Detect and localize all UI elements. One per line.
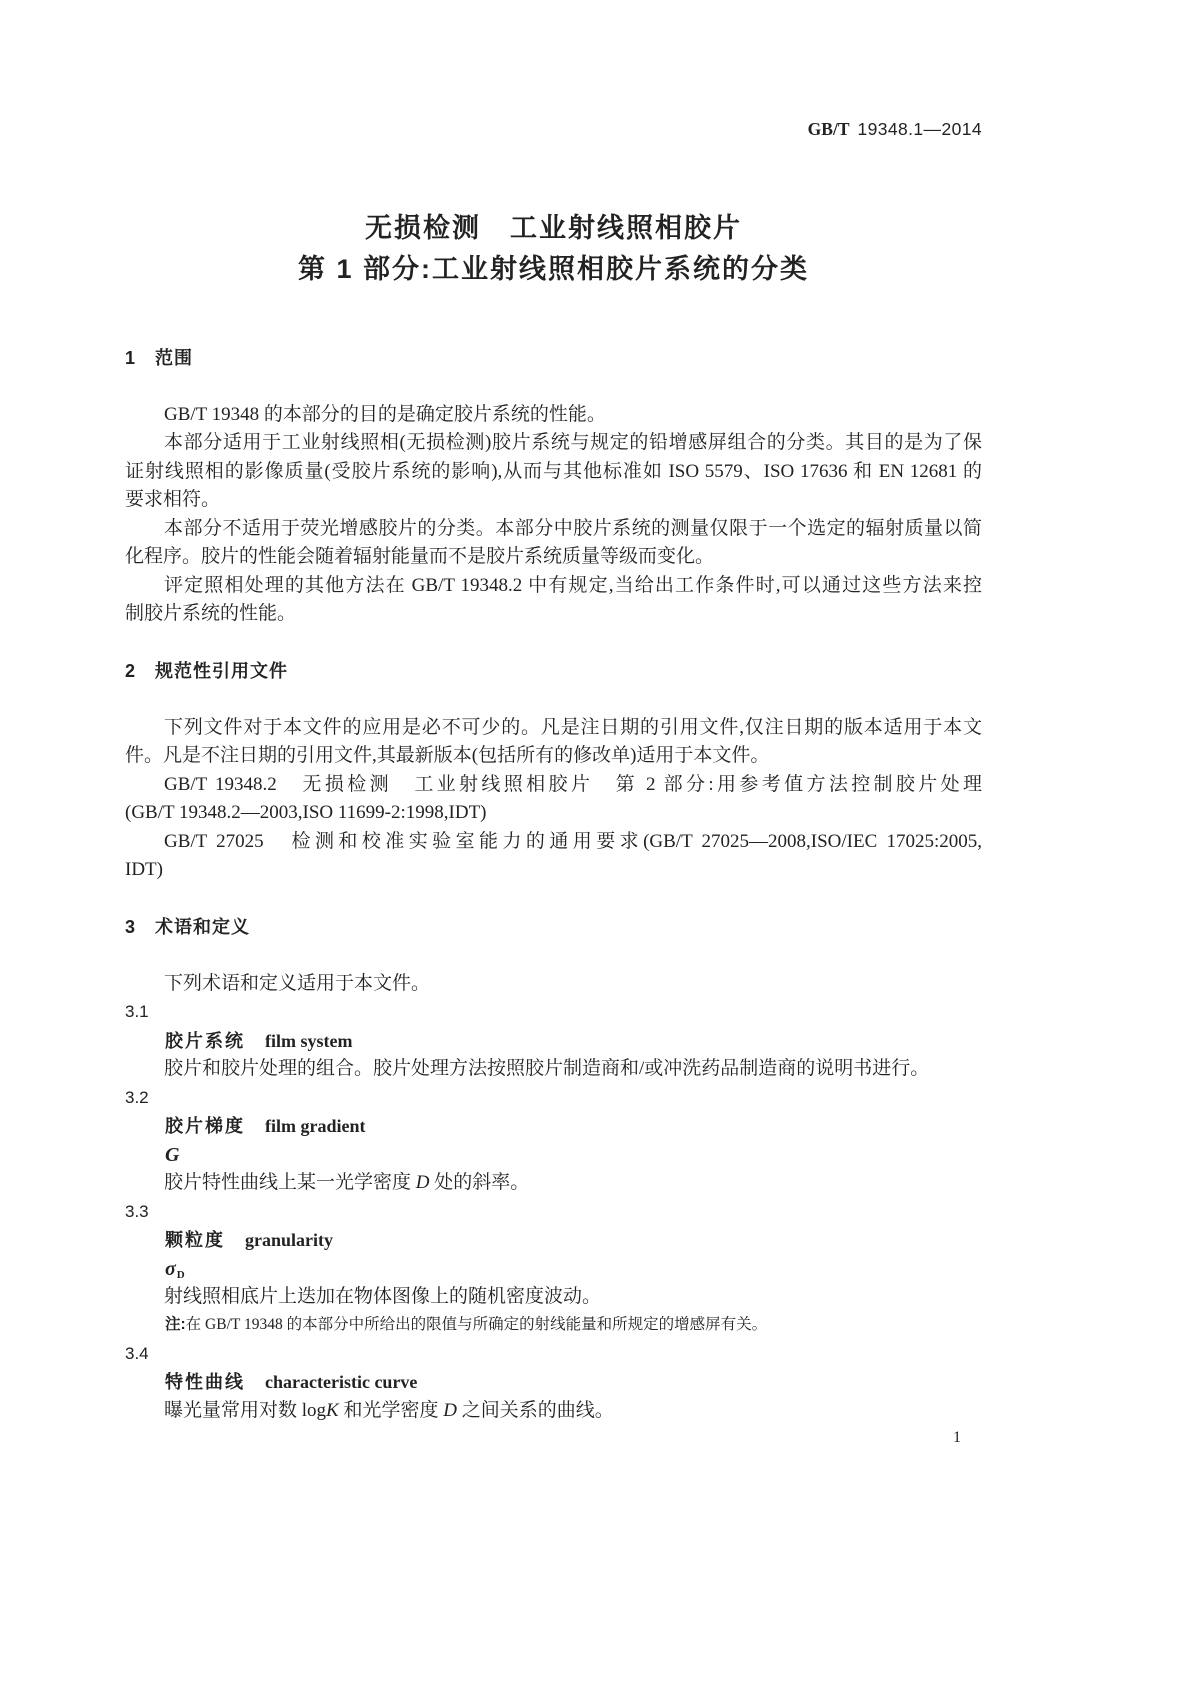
reference-entry	[125, 771, 982, 828]
section-number: 3	[125, 917, 136, 938]
paragraph-line: 化程序。胶片的性能会随着辐射能量而不是胶片系统质量等级而变化。	[125, 546, 715, 568]
paragraph-line: 证射线照相的影像质量(受胶片系统的影响),从而与其他标准如 ISO 5579、ISO 17636 和 EN 12681 的	[125, 460, 982, 482]
paragraph	[125, 515, 982, 572]
reference-line: IDT)	[125, 859, 163, 881]
section-heading-scope	[125, 344, 982, 372]
term-name-en: characteristic curve	[265, 1372, 418, 1393]
paragraph-line: GB/T 19348 的本部分的目的是确定胶片系统的性能。	[164, 403, 606, 425]
paragraph-line: 本部分不适用于荧光增感胶片的分类。本部分中胶片系统的测量仅限于一个选定的辐射质量以简	[164, 517, 982, 539]
note-label: 注:	[165, 1316, 186, 1334]
reference-line: (GB/T 19348.2—2003,ISO 11699-2:1998,IDT)	[125, 802, 487, 824]
term-definition: 胶片和胶片处理的组合。胶片处理方法按照胶片制造商和/或冲洗药品制造商的说明书进行。	[164, 1058, 930, 1080]
paragraph-line: 制胶片系统的性能。	[125, 603, 297, 625]
term-symbol: G	[165, 1143, 180, 1166]
note-text: 在 GB/T 19348 的本部分中所给出的限值与所确定的射线能量和所规定的增感屏有关。	[185, 1316, 768, 1334]
document-code-prefix: GB/T	[807, 119, 850, 139]
title-line-main: 无损检测 工业射线照相胶片	[365, 213, 742, 243]
term-number: 3.2	[125, 1087, 149, 1107]
reference-line: GB/T 19348.2 无损检测 工业射线照相胶片 第 2 部分:用参考值方法控制胶片处理	[164, 773, 982, 795]
page-number: 1	[953, 1429, 961, 1446]
section-title: 术语和定义	[155, 917, 250, 938]
definition-text: 处的斜率。	[429, 1172, 530, 1194]
document-code-number: 19348.1—2014	[857, 119, 982, 139]
document-body	[125, 344, 982, 1425]
section-heading-references	[125, 657, 982, 685]
reference-entry	[125, 828, 982, 885]
term-definition	[125, 1169, 982, 1197]
section-scope	[125, 344, 982, 629]
term-name-en: film system	[265, 1030, 353, 1051]
term-entry	[125, 1340, 982, 1425]
section-title: 范围	[155, 348, 193, 368]
term-entry	[125, 1198, 982, 1340]
paragraph	[125, 572, 982, 629]
term-name-zh: 特性曲线	[165, 1372, 245, 1393]
term-entry	[125, 1084, 982, 1198]
term-entry	[125, 998, 982, 1083]
definition-variable: D	[443, 1399, 457, 1421]
definition-text: 曝光量常用对数 log	[164, 1399, 327, 1421]
term-note	[125, 1311, 982, 1339]
term-name	[125, 1226, 982, 1254]
definition-variable: D	[415, 1172, 430, 1194]
section-normative-references	[125, 657, 982, 885]
definition-text: 胶片特性曲线上某一光学密度	[164, 1172, 416, 1194]
symbol-subscript: D	[176, 1268, 185, 1281]
reference-line: GB/T 27025 检测和校准实验室能力的通用要求(GB/T 27025—2008,ISO/IEC 17025:2005,	[164, 830, 982, 852]
paragraph	[125, 714, 982, 771]
section-title: 规范性引用文件	[155, 660, 288, 681]
section-number: 1	[125, 348, 136, 368]
section-heading-terms	[125, 913, 982, 941]
term-number: 3.1	[125, 1002, 149, 1022]
term-name-en: granularity	[245, 1230, 333, 1251]
document-title	[125, 208, 982, 290]
paragraph-line: 件。凡是不注日期的引用文件,其最新版本(包括所有的修改单)适用于本文件。	[125, 745, 770, 767]
title-line-part: 第 1 部分:工业射线照相胶片系统的分类	[297, 254, 809, 284]
section-number: 2	[125, 660, 136, 681]
term-name-zh: 胶片梯度	[165, 1116, 245, 1137]
section-terms-definitions	[125, 913, 982, 1425]
term-name	[125, 1368, 982, 1396]
term-definition: 射线照相底片上迭加在物体图像上的随机密度波动。	[164, 1285, 602, 1307]
term-number: 3.3	[125, 1201, 149, 1221]
term-name-en: film gradient	[265, 1116, 366, 1137]
definition-text: 和光学密度	[338, 1399, 444, 1421]
term-name	[125, 1112, 982, 1140]
terms-intro: 下列术语和定义适用于本文件。	[164, 972, 431, 994]
term-symbol	[125, 1255, 982, 1283]
term-name-zh: 颗粒度	[165, 1230, 225, 1251]
paragraph	[125, 401, 982, 429]
definition-variable: K	[326, 1399, 339, 1421]
symbol-sigma: σ	[165, 1257, 176, 1280]
term-name	[125, 1027, 982, 1055]
paragraph-line: 评定照相处理的其他方法在 GB/T 19348.2 中有规定,当给出工作条件时,可以通过这些方法来控	[164, 574, 982, 596]
paragraph-line: 要求相符。	[125, 489, 221, 511]
term-name-zh: 胶片系统	[165, 1030, 245, 1051]
definition-text: 之间关系的曲线。	[456, 1399, 614, 1421]
paragraph-line: 本部分适用于工业射线照相(无损检测)胶片系统与规定的铅增感屏组合的分类。其目的是为了保	[164, 432, 982, 454]
term-definition	[125, 1397, 982, 1425]
term-number: 3.4	[125, 1343, 149, 1363]
paragraph-line: 下列文件对于本文件的应用是必不可少的。凡是注日期的引用文件,仅注日期的版本适用于本文	[164, 716, 982, 738]
paragraph	[125, 429, 982, 514]
document-code	[808, 118, 982, 140]
